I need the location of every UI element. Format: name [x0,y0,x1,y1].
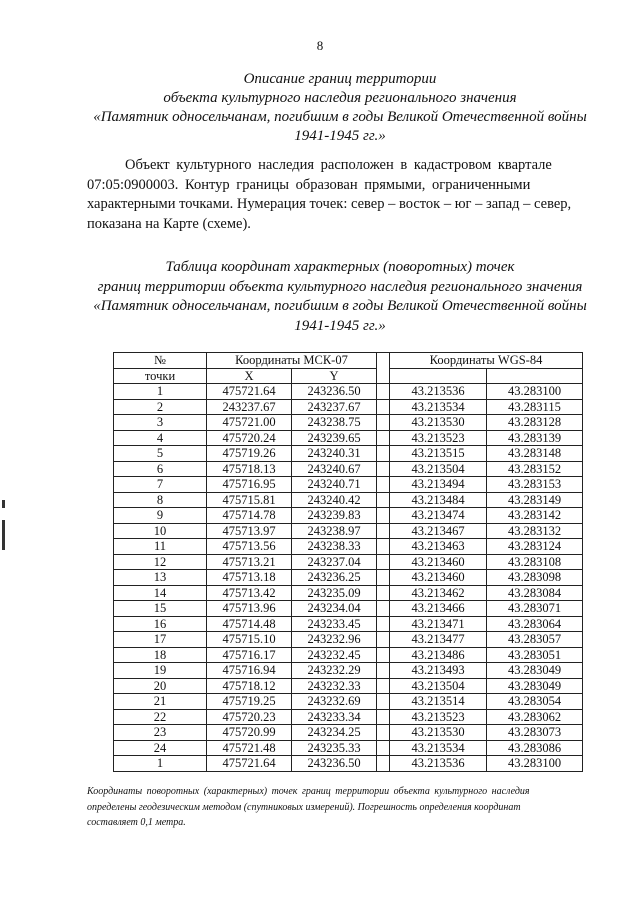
cell-msk-y: 243232.45 [292,647,377,663]
table-row [114,585,583,601]
cell-wgs-lat: 43.213504 [390,461,487,477]
cell-wgs-lon: 43.283148 [487,446,583,462]
table-row [114,709,583,725]
cell-msk-x: 475720.23 [207,709,292,725]
cell-msk-y: 243239.65 [292,430,377,446]
cell-msk-x: 475720.24 [207,430,292,446]
cell-wgs-lat: 43.213460 [390,570,487,586]
cell-gap [377,492,390,508]
cell-wgs-lon: 43.283054 [487,694,583,710]
cell-msk-y: 243234.04 [292,601,377,617]
cell-point-number: 11 [114,539,207,555]
cell-gap [377,461,390,477]
table-title-line: границ территории объекта культурного наследия регионального значения [97,278,583,295]
cell-wgs-lat: 43.213530 [390,725,487,741]
cell-msk-y: 243235.09 [292,585,377,601]
cell-msk-y: 243232.69 [292,694,377,710]
cell-msk-y: 243237.67 [292,399,377,415]
cell-wgs-lat: 43.213494 [390,477,487,493]
table-row [114,740,583,756]
paragraph-line: показана на Карте (схеме). [87,215,251,232]
cell-gap [377,415,390,431]
cell-wgs-lat: 43.213467 [390,523,487,539]
table-row [114,570,583,586]
footnote-line: составляет 0,1 метра. [87,817,186,828]
cell-point-number: 1 [114,756,207,772]
cell-msk-x: 475721.00 [207,415,292,431]
table-row [114,492,583,508]
scan-edge-mark [2,520,5,550]
cell-wgs-lat: 43.213477 [390,632,487,648]
cell-gap [377,709,390,725]
cell-wgs-lat: 43.213523 [390,430,487,446]
cell-gap [377,740,390,756]
cell-wgs-lat: 43.213474 [390,508,487,524]
cell-wgs-lon: 43.283071 [487,601,583,617]
cell-wgs-lat: 43.213504 [390,678,487,694]
cell-point-number: 12 [114,554,207,570]
title-line: объекта культурного наследия регионального значения [163,90,517,106]
cell-wgs-lon: 43.283108 [487,554,583,570]
cell-wgs-lon: 43.283098 [487,570,583,586]
cell-msk-y: 243236.25 [292,570,377,586]
cell-msk-y: 243232.96 [292,632,377,648]
cell-msk-y: 243234.25 [292,725,377,741]
cell-point-number: 18 [114,647,207,663]
cell-point-number: 22 [114,709,207,725]
cell-wgs-lon: 43.283049 [487,678,583,694]
table-row [114,554,583,570]
cell-point-number: 8 [114,492,207,508]
cell-gap [377,554,390,570]
table-body [114,384,583,772]
cell-wgs-lat: 43.213460 [390,554,487,570]
cell-msk-x: 243237.67 [207,399,292,415]
table-row [114,601,583,617]
table-row [114,616,583,632]
cell-wgs-lat: 43.213484 [390,492,487,508]
cell-wgs-lat: 43.213536 [390,756,487,772]
cell-point-number: 15 [114,601,207,617]
table-title-line: 1941-1945 гг.» [294,317,386,334]
paragraph-line: Объект культурного наследия расположен в кадастровом квартале [125,157,552,173]
cell-wgs-lon: 43.283149 [487,492,583,508]
cell-msk-x: 475713.96 [207,601,292,617]
table-row [114,756,583,772]
cell-point-number: 21 [114,694,207,710]
cell-msk-x: 475713.18 [207,570,292,586]
cell-gap [377,756,390,772]
cell-msk-x: 475716.94 [207,663,292,679]
table-row [114,663,583,679]
cell-point-number: 19 [114,663,207,679]
cell-wgs-lon: 43.283051 [487,647,583,663]
cell-msk-y: 243232.33 [292,678,377,694]
cell-wgs-lat: 43.213462 [390,585,487,601]
cell-gap [377,647,390,663]
table-title-line: Таблица координат характерных (поворотных) точек [165,259,515,275]
cell-point-number: 16 [114,616,207,632]
cell-wgs-lon: 43.283086 [487,740,583,756]
cell-gap [377,663,390,679]
cell-msk-x: 475716.17 [207,647,292,663]
cell-wgs-lon: 43.283064 [487,616,583,632]
cell-msk-y: 243236.50 [292,756,377,772]
header-lon-empty [487,368,583,384]
cell-wgs-lon: 43.283057 [487,632,583,648]
cell-wgs-lat: 43.213514 [390,694,487,710]
cell-msk-y: 243237.04 [292,554,377,570]
cell-msk-y: 243240.31 [292,446,377,462]
footnote-line: Координаты поворотных (характерных) точек границ территории объекта культурного наследия [87,786,530,797]
cell-gap [377,384,390,400]
cell-point-number: 5 [114,446,207,462]
header-y: Y [292,368,377,384]
table-row [114,539,583,555]
title-line: «Памятник односельчанам, погибшим в годы Великой Отечественной войны [93,109,587,125]
cell-wgs-lat: 43.213471 [390,616,487,632]
cell-msk-y: 243240.42 [292,492,377,508]
cell-point-number: 14 [114,585,207,601]
cell-gap [377,539,390,555]
cell-wgs-lon: 43.283124 [487,539,583,555]
cell-point-number: 4 [114,430,207,446]
cell-wgs-lon: 43.283049 [487,663,583,679]
cell-msk-x: 475715.81 [207,492,292,508]
table-row [114,523,583,539]
coordinates-table [113,352,583,772]
cell-wgs-lon: 43.283139 [487,430,583,446]
cell-gap [377,477,390,493]
cell-gap [377,446,390,462]
cell-gap [377,616,390,632]
cell-msk-x: 475720.99 [207,725,292,741]
table-row [114,632,583,648]
table-row [114,678,583,694]
cell-gap [377,508,390,524]
cell-point-number: 7 [114,477,207,493]
table-row [114,446,583,462]
cell-msk-x: 475713.42 [207,585,292,601]
cell-wgs-lat: 43.213523 [390,709,487,725]
cell-wgs-lon: 43.283100 [487,756,583,772]
cell-msk-x: 475718.12 [207,678,292,694]
cell-gap [377,430,390,446]
scan-edge-mark [2,500,5,508]
cell-gap [377,585,390,601]
cell-wgs-lat: 43.213515 [390,446,487,462]
cell-gap [377,399,390,415]
cell-wgs-lat: 43.213466 [390,601,487,617]
cell-point-number: 20 [114,678,207,694]
cell-msk-x: 475715.10 [207,632,292,648]
cell-msk-x: 475713.21 [207,554,292,570]
cell-msk-x: 475713.56 [207,539,292,555]
cell-wgs-lat: 43.213493 [390,663,487,679]
cell-wgs-lat: 43.213534 [390,399,487,415]
table-row [114,725,583,741]
cell-msk-x: 475721.48 [207,740,292,756]
cell-wgs-lon: 43.283084 [487,585,583,601]
cell-msk-y: 243240.67 [292,461,377,477]
table-row [114,508,583,524]
cell-gap [377,725,390,741]
table-row [114,399,583,415]
header-point-number: № [114,353,207,369]
table-title [60,258,620,336]
cell-point-number: 23 [114,725,207,741]
cell-wgs-lon: 43.283153 [487,477,583,493]
cell-gap [377,570,390,586]
cell-gap [377,678,390,694]
table-header-row [114,353,583,369]
cell-wgs-lon: 43.283115 [487,399,583,415]
header-wgs84: Координаты WGS-84 [390,353,583,369]
cell-msk-x: 475714.48 [207,616,292,632]
description-paragraph [87,156,595,234]
cell-point-number: 3 [114,415,207,431]
table-row [114,384,583,400]
cell-gap [377,601,390,617]
cell-msk-y: 243240.71 [292,477,377,493]
cell-msk-x: 475721.64 [207,384,292,400]
cell-wgs-lat: 43.213536 [390,384,487,400]
table-row [114,430,583,446]
cell-gap [377,632,390,648]
cell-msk-y: 243233.45 [292,616,377,632]
cell-msk-x: 475718.13 [207,461,292,477]
cell-wgs-lon: 43.283132 [487,523,583,539]
table-subheader-row [114,368,583,384]
table-row [114,647,583,663]
table-row [114,415,583,431]
cell-msk-y: 243236.50 [292,384,377,400]
cell-wgs-lon: 43.283062 [487,709,583,725]
cell-msk-y: 243238.97 [292,523,377,539]
header-gap [377,353,390,384]
title-line: Описание границ территории [243,71,437,87]
cell-wgs-lon: 43.283152 [487,461,583,477]
cell-point-number: 13 [114,570,207,586]
cell-msk-y: 243238.33 [292,539,377,555]
page-number: 8 [316,38,324,53]
cell-point-number: 9 [114,508,207,524]
cell-msk-y: 243232.29 [292,663,377,679]
cell-msk-x: 475714.78 [207,508,292,524]
table-row [114,694,583,710]
cell-point-number: 6 [114,461,207,477]
cell-msk-y: 243238.75 [292,415,377,431]
header-lat-empty [390,368,487,384]
cell-wgs-lat: 43.213530 [390,415,487,431]
cell-msk-y: 243235.33 [292,740,377,756]
table-row [114,477,583,493]
cell-wgs-lat: 43.213463 [390,539,487,555]
table-row [114,461,583,477]
cell-wgs-lon: 43.283142 [487,508,583,524]
footnote [87,784,597,831]
cell-wgs-lat: 43.213486 [390,647,487,663]
cell-point-number: 24 [114,740,207,756]
cell-msk-y: 243233.34 [292,709,377,725]
paragraph-line: характерными точками. Нумерация точек: север – восток – юг – запад – север, [87,196,572,212]
cell-point-number: 1 [114,384,207,400]
cell-wgs-lon: 43.283128 [487,415,583,431]
header-x: X [207,368,292,384]
cell-msk-x: 475719.25 [207,694,292,710]
cell-msk-x: 475721.64 [207,756,292,772]
document-title [60,70,620,146]
footnote-line: определены геодезическим методом (спутниковых измерений). Погрешность определения координат [87,801,521,813]
cell-point-number: 10 [114,523,207,539]
title-line: 1941-1945 гг.» [294,128,386,144]
cell-gap [377,694,390,710]
cell-point-number: 2 [114,399,207,415]
cell-wgs-lon: 43.283073 [487,725,583,741]
cell-msk-x: 475719.26 [207,446,292,462]
cell-wgs-lon: 43.283100 [487,384,583,400]
cell-msk-y: 243239.83 [292,508,377,524]
cell-wgs-lat: 43.213534 [390,740,487,756]
paragraph-line: 07:05:0900003. Контур границы образован прямыми, ограниченными [87,176,531,193]
cell-msk-x: 475713.97 [207,523,292,539]
cell-gap [377,523,390,539]
cell-point-number: 17 [114,632,207,648]
cell-msk-x: 475716.95 [207,477,292,493]
header-point-label: точки [114,368,207,384]
table-title-line: «Памятник односельчанам, погибшим в годы Великой Отечественной войны [93,298,587,314]
header-msk07: Координаты МСК-07 [207,353,377,369]
